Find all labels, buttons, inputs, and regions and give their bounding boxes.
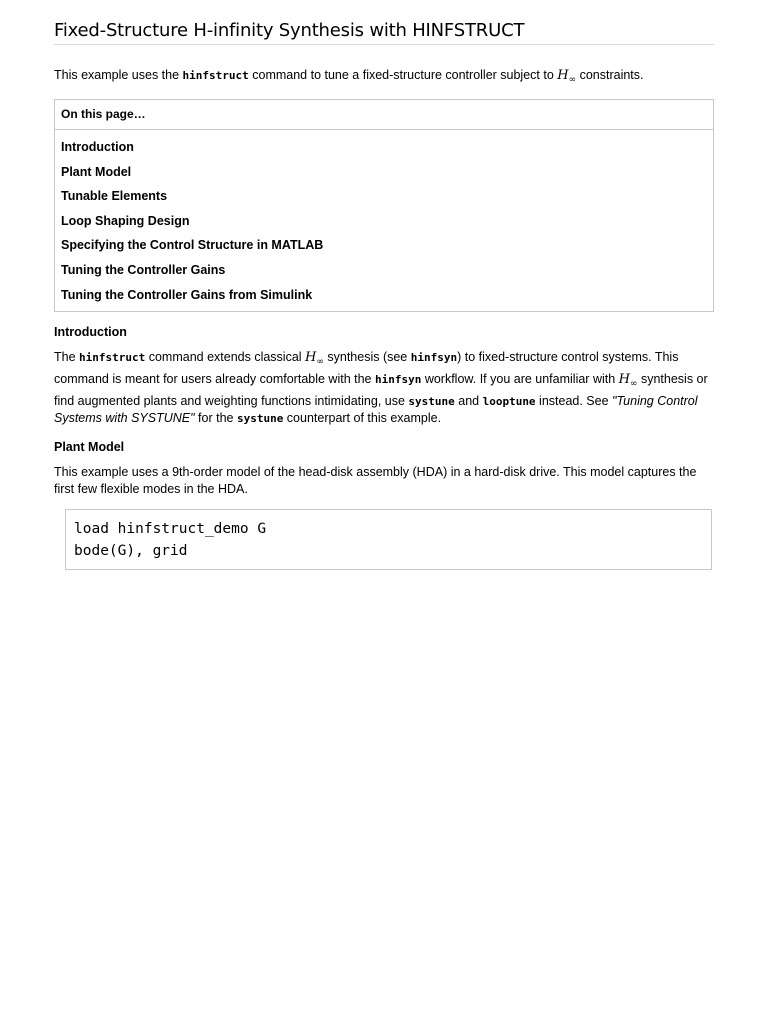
systune-code: systune: [408, 395, 455, 409]
page-title: Fixed-Structure H-infinity Synthesis with HINFSTRUCT: [54, 20, 714, 45]
toc-header: On this page…: [55, 100, 713, 130]
intro-text-1: This example uses the: [54, 68, 183, 82]
plant-model-paragraph: This example uses a 9th-order model of the head-disk assembly (HDA) in a hard-disk drive. This model captures the first few flexible modes in the HDA.: [54, 465, 697, 497]
systune-example-reference[interactable]: "Tuning Control Systems with SYSTUNE": [54, 394, 698, 426]
document-page: [54, 20, 714, 570]
toc-link-tunable-elements[interactable]: Tunable Elements: [61, 189, 168, 204]
intro-p-text: instead. See: [535, 394, 613, 409]
hinfsyn-code: hinfsyn: [410, 351, 458, 365]
toc-link-introduction[interactable]: Introduction: [61, 140, 134, 154]
hinfstruct-code: hinfstruct: [182, 69, 249, 82]
h-infinity-symbol: [618, 372, 638, 390]
systune-code: systune: [236, 412, 284, 426]
code-line-load: load hinfstruct_demo G: [74, 521, 267, 538]
toc-list: [55, 130, 713, 311]
toc-link-tuning-controller-gains[interactable]: Tuning the Controller Gains: [61, 262, 226, 277]
intro-p-text: for the: [194, 411, 237, 426]
plant-model-heading: Plant Model: [54, 440, 125, 455]
math-sub: ∞: [629, 379, 638, 390]
introduction-paragraph: [54, 349, 714, 427]
looptune-code: looptune: [482, 395, 536, 409]
math-base: H: [305, 350, 317, 366]
toc-link-loop-shaping-design[interactable]: Loop Shaping Design: [61, 213, 190, 228]
code-line-bode: bode(G), grid: [74, 543, 188, 560]
toc-link-specifying-control-structure[interactable]: Specifying the Control Structure in MATLAB: [61, 238, 324, 253]
hinfstruct-code: hinfstruct: [79, 351, 146, 365]
toc-link-tuning-gains-simulink[interactable]: Tuning the Controller Gains from Simulink: [61, 287, 313, 302]
h-infinity-symbol: [305, 350, 324, 368]
intro-paragraph: [54, 67, 714, 89]
intro-p-text: workflow. If you are unfamiliar with: [421, 372, 619, 387]
intro-text-2: command to tune a fixed-structure controller subject to: [248, 68, 558, 82]
code-block[interactable]: [65, 509, 712, 570]
math-sub: ∞: [568, 75, 577, 85]
intro-p-text: ) to fixed-structure control systems. This command is meant for users already comfortable with the: [54, 350, 679, 387]
intro-p-text: synthesis (see: [323, 350, 411, 365]
intro-p-text: The: [54, 350, 80, 365]
math-base: H: [618, 372, 630, 388]
on-this-page-box: [54, 99, 714, 312]
toc-link-plant-model[interactable]: Plant Model: [61, 164, 132, 179]
math-sub: ∞: [316, 357, 324, 368]
h-infinity-symbol: [557, 68, 576, 83]
intro-p-text: counterpart of this example.: [283, 411, 442, 426]
math-base: H: [557, 68, 569, 83]
introduction-heading: Introduction: [54, 325, 127, 340]
intro-text-3: constraints.: [576, 68, 644, 82]
intro-p-text: command extends classical: [145, 350, 306, 365]
intro-p-text: and: [454, 394, 483, 409]
hinfsyn-code: hinfsyn: [374, 373, 422, 387]
intro-p-text: synthesis or find augmented plants and weighting functions intimidating, use: [54, 372, 708, 409]
